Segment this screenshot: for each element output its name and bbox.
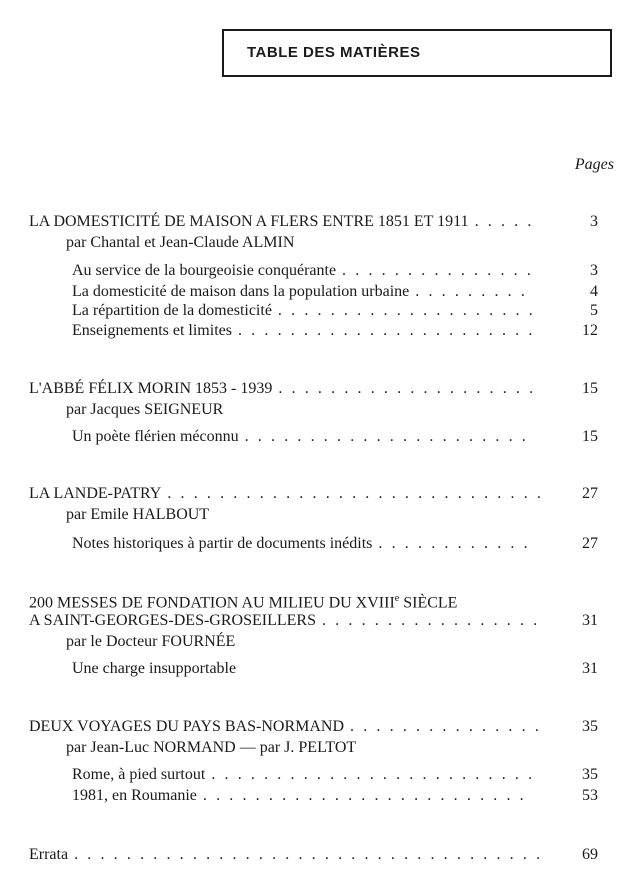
leader-dots [415,283,532,301]
page-number: 31 [582,612,598,629]
subentry-label: Notes historiques à partir de documents inédits [72,535,373,552]
leader-dots [342,262,532,280]
leader-dots [350,718,541,736]
subentry-label: Un poète flérien méconnu [72,428,239,445]
section-title: L'ABBÉ FÉLIX MORIN 1853 - 1939 [29,380,273,397]
leader-dots [278,380,541,398]
toc-subentry[interactable] [72,428,538,448]
toc-subentry[interactable] [72,283,538,303]
toc-entry-section-1[interactable] [29,213,547,233]
toc-subentry[interactable] [72,660,538,680]
page-number: 15 [582,428,598,445]
page-number: 35 [582,766,598,783]
leader-dots [245,428,532,446]
section-author: par Chantal et Jean-Claude ALMIN [66,234,295,251]
section-title-line-2: A SAINT-GEORGES-DES-GROSEILLERS [29,612,316,629]
section-author: par le Docteur FOURNÉE [66,633,236,650]
leader-dots [203,787,532,805]
toc-subentry[interactable] [72,787,538,807]
section-author: par Jacques SEIGNEUR [66,401,224,418]
page-number: 53 [582,787,598,804]
subentry-label: La répartition de la domesticité [72,302,272,319]
page-number: 35 [582,718,598,735]
subentry-label: Au service de la bourgeoisie conquérante [72,262,337,279]
page-number: 15 [582,380,598,397]
toc-subentry[interactable] [72,766,538,786]
section-title: LA DOMESTICITÉ DE MAISON A FLERS ENTRE 1851 ET 1911 [29,213,469,230]
toc-subentry[interactable] [72,535,538,555]
subentry-label: Rome, à pied surtout [72,766,206,783]
leader-dots [74,846,541,864]
toc-entry-section-4[interactable] [29,612,547,632]
section-title-line-1[interactable]: 200 MESSES DE FONDATION AU MILIEU DU XVIIIe SIÈCLE [29,593,458,612]
toc-subentry[interactable] [72,262,538,282]
toc-entry-section-2[interactable] [29,380,547,400]
toc-entry-section-5[interactable] [29,718,547,738]
page-number: 4 [590,283,598,300]
page-number: 69 [582,846,598,863]
pages-column-label: Pages [574,156,614,173]
subentry-label: Enseignements et limites [72,322,232,339]
subentry-label: Une charge insupportable [72,660,237,677]
subentry-label: La domesticité de maison dans la population urbaine [72,283,410,300]
page-number: 5 [590,302,598,319]
errata-label: Errata [29,846,69,863]
title-box [222,29,612,77]
section-author: par Jean-Luc NORMAND — par J. PELTOT [66,739,357,756]
leader-dots [167,485,541,503]
page-number: 31 [582,660,598,677]
section-title: DEUX VOYAGES DU PAYS BAS-NORMAND [29,718,345,735]
superscript-e: e [394,593,400,604]
leader-dots [211,766,532,784]
leader-dots [238,322,532,340]
leader-dots [322,612,541,630]
section-author: par Emile HALBOUT [66,506,210,523]
page-title: TABLE DES MATIÈRES [247,44,421,61]
page-number: 12 [582,322,598,339]
section-title: LA LANDE-PATRY [29,485,162,502]
page-number: 27 [582,535,598,552]
toc-subentry[interactable] [72,302,538,322]
page-number: 3 [590,262,598,279]
toc-entry-errata[interactable] [29,846,547,866]
leader-dots [475,213,541,231]
toc-subentry[interactable] [72,322,538,342]
leader-dots [278,302,532,320]
page-number: 27 [582,485,598,502]
page-number: 3 [590,213,598,230]
leader-dots [378,535,532,553]
subentry-label: 1981, en Roumanie [72,787,197,804]
toc-entry-section-3[interactable] [29,485,547,505]
